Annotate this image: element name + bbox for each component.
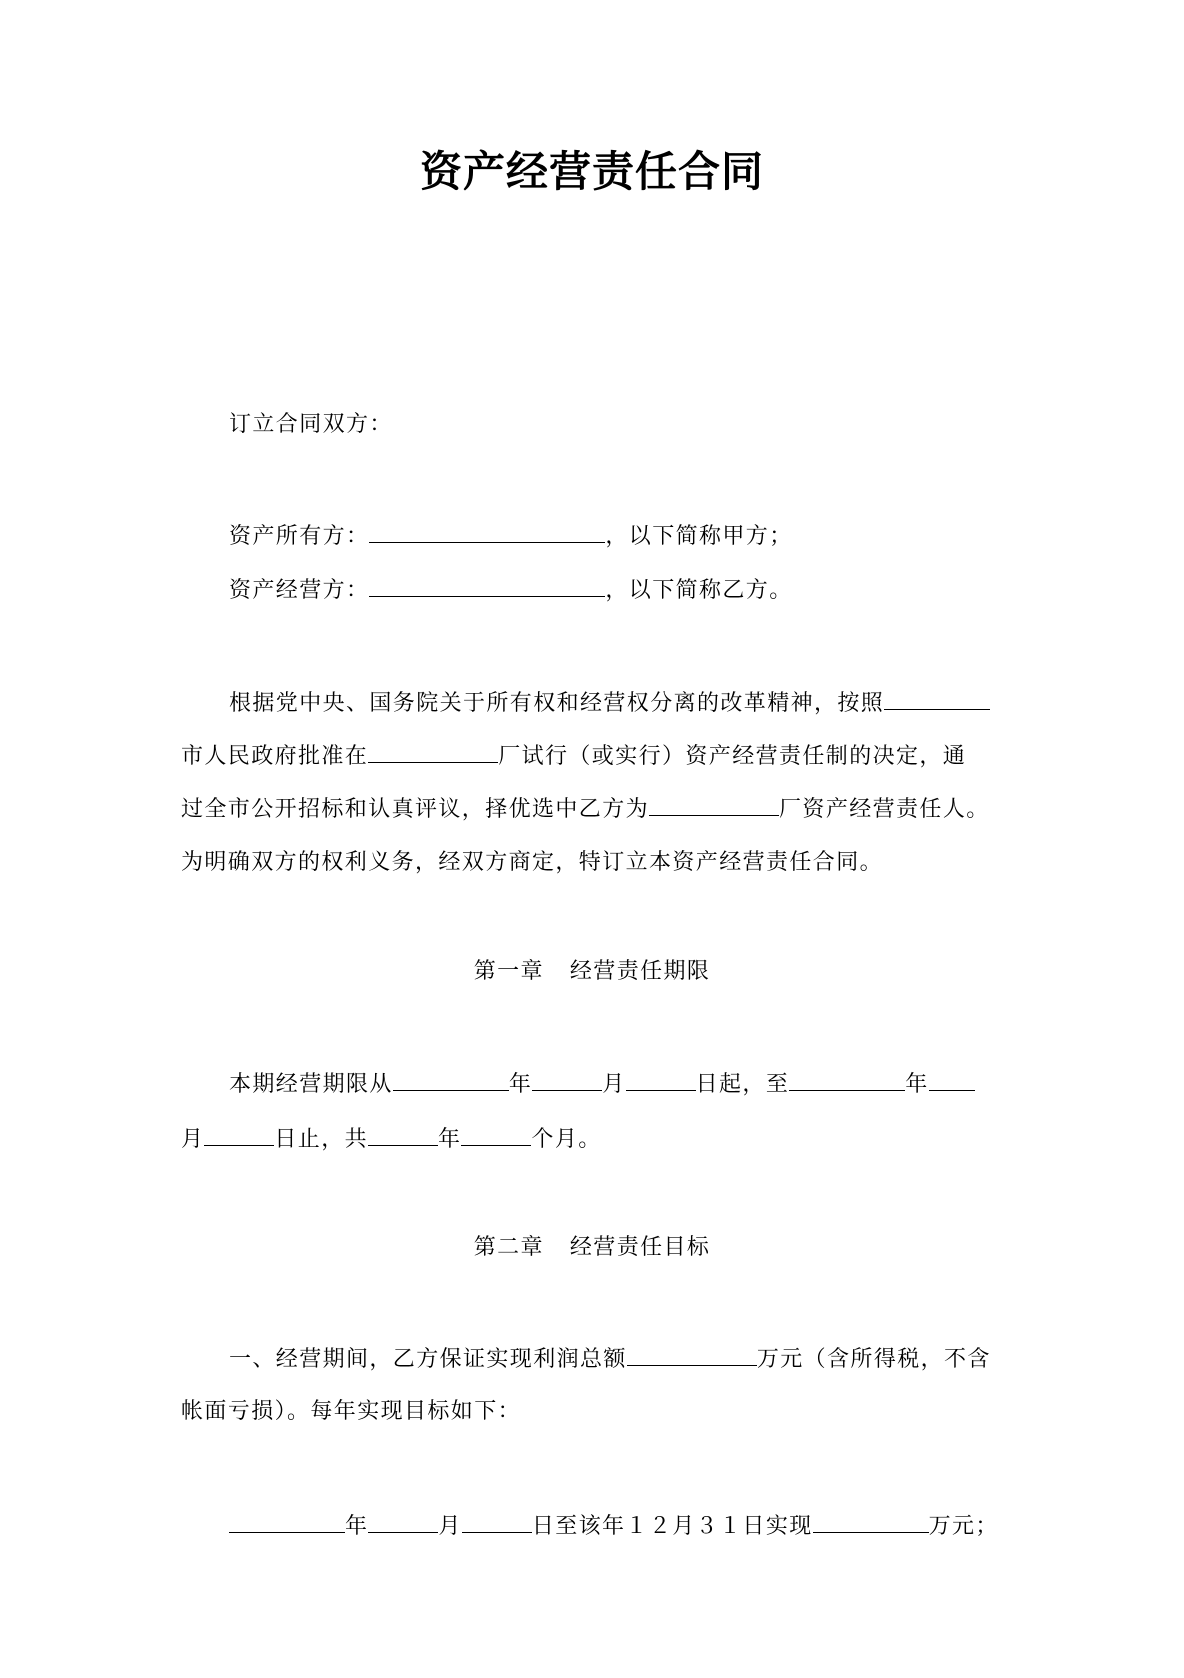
term-line-2 — [181, 1123, 1011, 1155]
factory-blank-2[interactable] — [649, 793, 779, 816]
party-a-label: 资产所有方： — [229, 524, 370, 549]
total-profit-blank[interactable] — [627, 1343, 757, 1366]
amount-unit-text: 万元； — [928, 1514, 999, 1539]
parties-intro: 订立合同双方： — [229, 412, 393, 437]
preamble-line-2 — [181, 740, 1011, 772]
chapter-1-title: 经营责任期限 — [569, 959, 711, 984]
month-label: 月 — [438, 1514, 462, 1539]
year-label: 年 — [438, 1127, 462, 1152]
chapter-1-heading — [0, 957, 1184, 987]
party-b-label: 资产经营方： — [229, 578, 370, 603]
chapter-1-number: 第一章 — [473, 959, 544, 984]
month-label: 月 — [602, 1072, 626, 1097]
city-blank[interactable] — [884, 687, 990, 710]
preamble-text-2a: 市人民政府批准在 — [181, 744, 369, 769]
end-year-blank[interactable] — [789, 1068, 905, 1091]
target-day-blank[interactable] — [462, 1510, 532, 1533]
target-amount-blank[interactable] — [813, 1510, 929, 1533]
profit-text: 一、经营期间，乙方保证实现利润总额 — [229, 1347, 627, 1372]
start-day-blank[interactable] — [626, 1068, 696, 1091]
target-period-text: 日至该年１２月３１日实现 — [531, 1514, 813, 1539]
total-months-blank[interactable] — [461, 1123, 531, 1146]
year-label: 年 — [508, 1072, 533, 1097]
chapter-2-number: 第二章 — [473, 1235, 544, 1260]
party-a-line — [229, 520, 1059, 552]
party-a-suffix: ，以下简称甲方； — [605, 524, 793, 549]
profit-target-line-2: 帐面亏损）。每年实现目标如下： — [181, 1399, 522, 1424]
chapter-2-heading — [0, 1233, 1184, 1263]
end-month-blank[interactable] — [929, 1068, 975, 1091]
party-a-name-blank[interactable] — [369, 520, 605, 543]
profit-target-line-1 — [229, 1343, 1059, 1375]
annual-target-line — [229, 1510, 1059, 1542]
start-month-blank[interactable] — [532, 1068, 602, 1091]
months-label: 个月。 — [531, 1127, 602, 1152]
target-month-blank[interactable] — [368, 1510, 438, 1533]
month-label: 月 — [181, 1127, 205, 1152]
term-text-to: 日起，至 — [695, 1072, 790, 1097]
preamble-line-4: 为明确双方的权利义务，经双方商定，特订立本资产经营责任合同。 — [181, 850, 884, 875]
end-day-blank[interactable] — [204, 1123, 274, 1146]
profit-unit-text: 万元（含所得税，不含 — [756, 1347, 991, 1372]
document-title: 资产经营责任合同 — [419, 147, 764, 196]
preamble-text-3a: 过全市公开招标和认真评议，择优选中乙方为 — [181, 797, 650, 822]
year-label: 年 — [345, 1514, 369, 1539]
total-years-blank[interactable] — [368, 1123, 438, 1146]
factory-blank-1[interactable] — [368, 740, 498, 763]
year-label: 年 — [905, 1072, 929, 1097]
preamble-text-2b: 厂试行（或实行）资产经营责任制的决定，通 — [498, 744, 967, 769]
term-text-from: 本期经营期限从 — [229, 1072, 393, 1097]
preamble-line-3 — [181, 793, 1011, 825]
term-text-total: 日止，共 — [274, 1127, 369, 1152]
target-year-blank[interactable] — [229, 1510, 345, 1533]
start-year-blank[interactable] — [393, 1068, 509, 1091]
party-b-name-blank[interactable] — [369, 574, 605, 597]
term-line-1 — [229, 1068, 1059, 1100]
preamble-line-1 — [229, 687, 1059, 719]
chapter-2-title: 经营责任目标 — [569, 1235, 711, 1260]
preamble-text-1: 根据党中央、国务院关于所有权和经营权分离的改革精神，按照 — [229, 691, 885, 716]
party-b-suffix: ，以下简称乙方。 — [605, 578, 793, 603]
party-b-line — [229, 574, 1059, 606]
preamble-text-3b: 厂资产经营责任人。 — [779, 797, 990, 822]
